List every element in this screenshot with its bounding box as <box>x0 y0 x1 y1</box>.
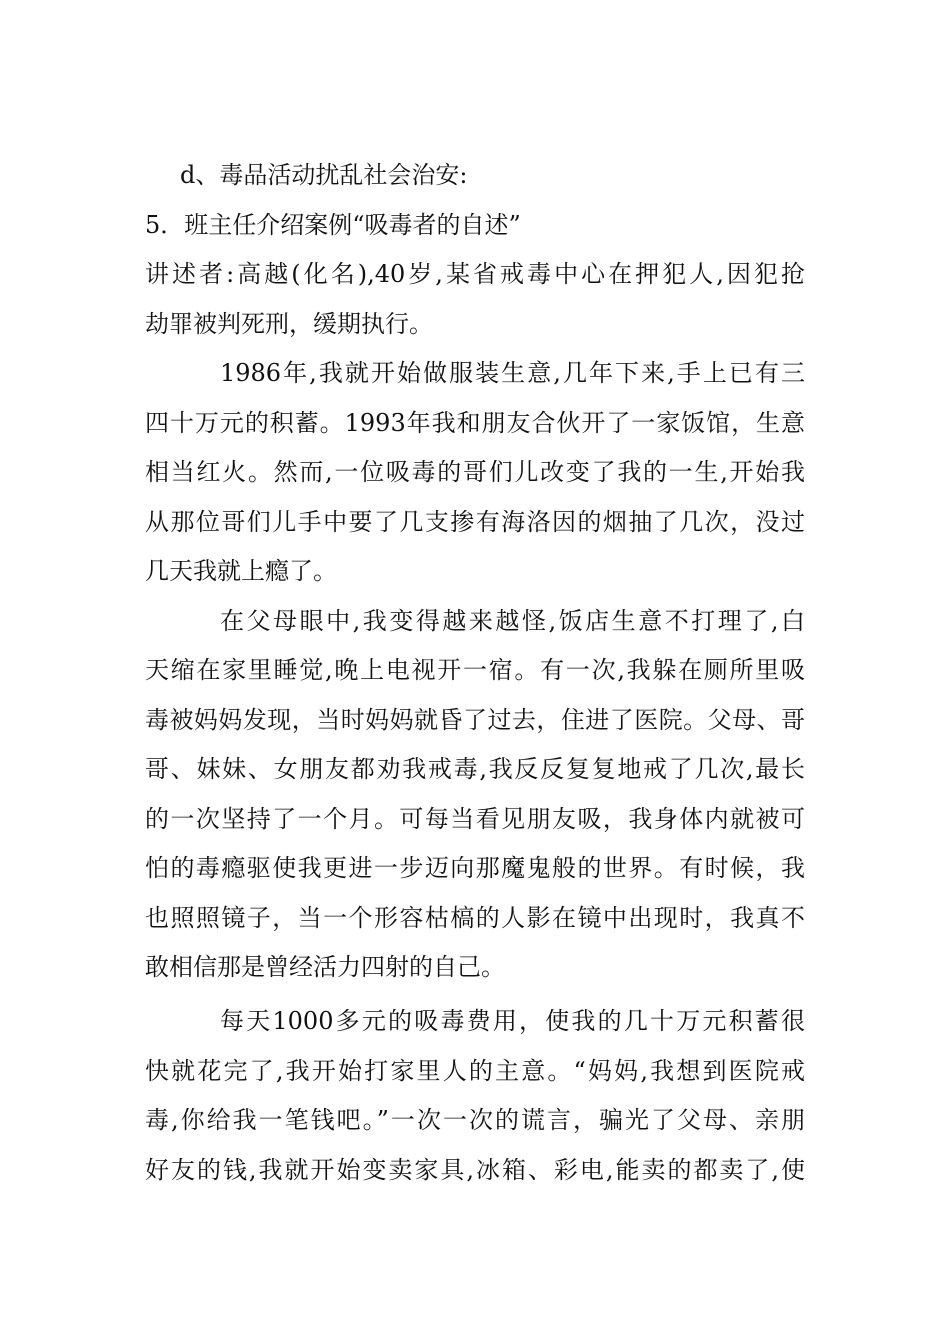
text-line: 讲述者:高越(化名),40岁,某省戒毒中心在押犯人,因犯抢 <box>145 260 805 288</box>
text-line: 天缩在家里睡觉,晚上电视开一宿。有一次,我躲在厕所里吸 <box>145 656 805 684</box>
text-line: 相当红火。然而,一位吸毒的哥们儿改变了我的一生,开始我 <box>145 458 805 486</box>
text-line: 也照照镜子，当一个形容枯槁的人影在镜中出现时，我真不 <box>145 904 805 932</box>
text-line: 好友的钱,我就开始变卖家具,冰箱、彩电,能卖的都卖了,使 <box>145 1156 805 1184</box>
paragraph-start: 1986年,我就开始做服装生意,几年下来,手上已有三 <box>220 359 805 387</box>
list-item-d: d、毒品活动扰乱社会治安: <box>180 161 468 189</box>
text-line: 四十万元的积蓄。1993年我和朋友合伙开了一家饭馆，生意 <box>145 409 805 437</box>
section-heading-5: 5．班主任介绍案例“吸毒者的自述” <box>145 211 521 239</box>
text-line: 毒,你给我一笔钱吧。”一次一次的谎言，骗光了父母、亲朋 <box>145 1106 805 1134</box>
text-line: 哥、妹妹、女朋友都劝我戒毒,我反反复复地戒了几次,最长 <box>145 755 805 783</box>
text-line: 毒被妈妈发现，当时妈妈就昏了过去，住进了医院。父母、哥 <box>145 706 805 734</box>
text-line: 的一次坚持了一个月。可每当看见朋友吸，我身体内就被可 <box>145 805 805 833</box>
paragraph-start: 每天1000多元的吸毒费用，使我的几十万元积蓄很 <box>220 1007 805 1035</box>
text-line: 怕的毒瘾驱使我更进一步迈向那魔鬼般的世界。有时候，我 <box>145 854 805 882</box>
text-line: 快就花完了,我开始打家里人的主意。“妈妈,我想到医院戒 <box>145 1057 805 1085</box>
paragraph-start: 在父母眼中,我变得越来越怪,饭店生意不打理了,白 <box>220 607 805 635</box>
text-line: 几天我就上瘾了。 <box>145 557 337 585</box>
text-line: 劫罪被判死刑，缓期执行。 <box>145 310 433 338</box>
text-line: 敢相信那是曾经活力四射的自己。 <box>145 953 505 981</box>
text-line: 从那位哥们儿手中要了几支掺有海洛因的烟抽了几次，没过 <box>145 508 805 536</box>
